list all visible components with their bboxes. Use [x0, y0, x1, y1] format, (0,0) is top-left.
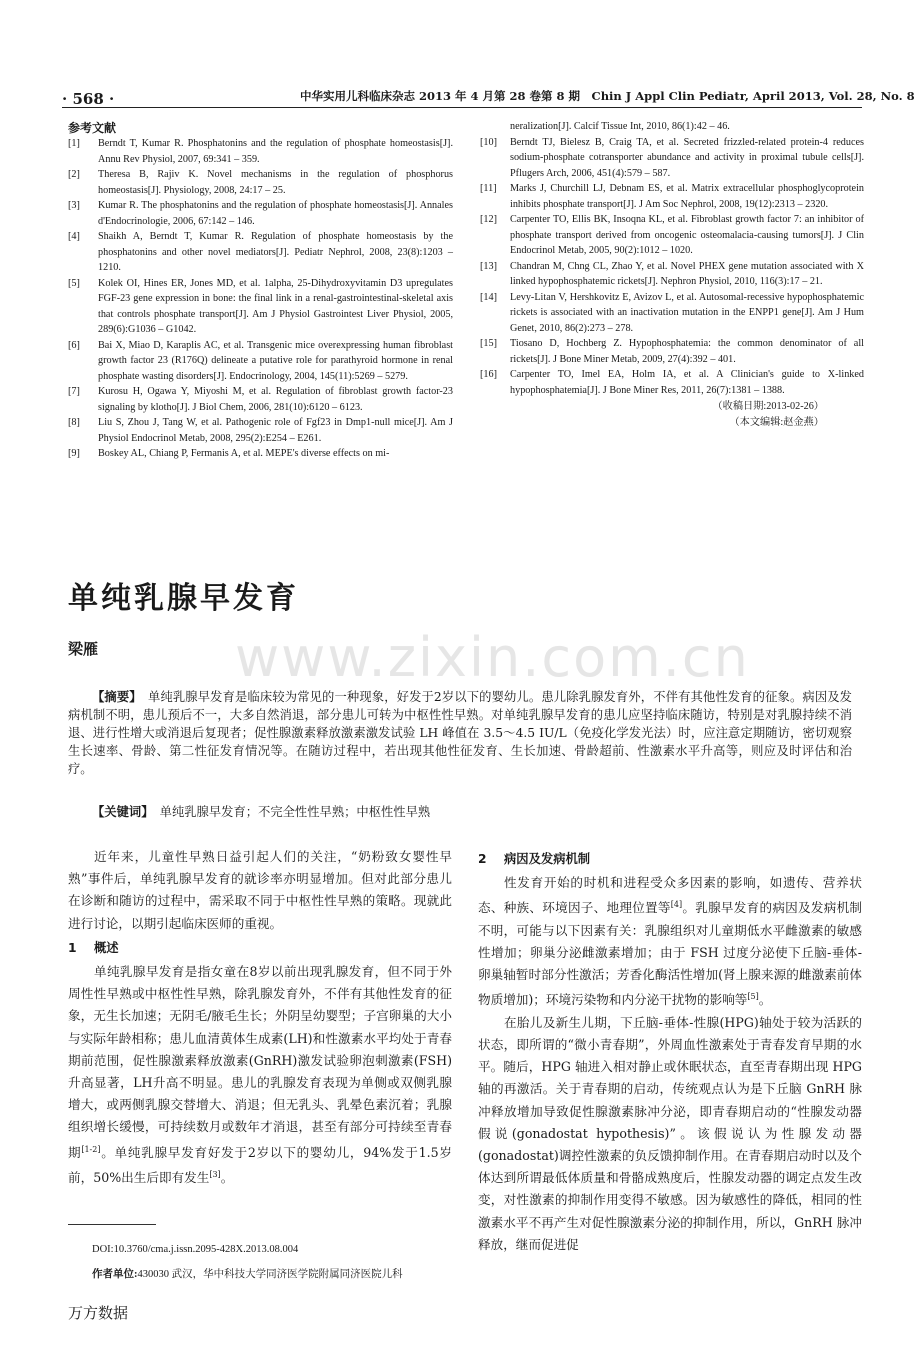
reference-number: [3] — [68, 200, 80, 211]
abstract-text: 单纯乳腺早发育是临床较为常见的一种现象，好发于2岁以下的婴幼儿。患儿除乳腺发育外，不伴有其他性发育的征象。病因及发病机制不明，患儿预后不一，大多自然消退，部分患儿可转为中枢性性早熟。对单纯乳腺早发育的患儿应坚持临床随访，特别是对乳腺持续不消退、进行性增大或消退后复现者；促性腺激素释放激素激发试验 LH 峰值在 3.5～4.5 IU/L（免疫化学发光法）时，应注意定期随访，密切观察生长速率、骨龄、第二性征发育情况等。在随访过程中，若出现其他性征发育、生长加速、骨龄超前、性激素水平升高等，则应及时评估和治疗。 — [68, 690, 852, 776]
reference-number: [4] — [68, 231, 80, 242]
reference-number: [8] — [68, 417, 80, 428]
received-date: （收稿日期:2013-02-26） — [712, 401, 824, 412]
keywords-label: 【关键词】 — [92, 804, 148, 819]
reference-item — [68, 384, 453, 415]
reference-item — [68, 276, 453, 338]
paragraph-text: 。 — [758, 992, 772, 1008]
intro-paragraph: 近年来，儿童性早熟日益引起人们的关注，“奶粉致女婴性早熟”事件后，单纯乳腺早发育的就诊率亦明显增加。但对此部分患儿在诊断和随访的过程中，需采取不同于中枢性性早熟的策略。现就此进行讨论，以期引起临床医师的重视。 — [68, 849, 452, 931]
reference-text: Kolek OI, Hines ER, Jones MD, et al. 1alpha, 25-Dihydroxyvitamin D3 upregulates FGF-23 gene expression in bone: the final link in a renal-gastrointestinal-skeletal axis that controls phosphate transport[J]. Am J Physiol Gastrointest Liver Physiol, 2005, 289(6):G1036 – G1042. — [98, 277, 453, 335]
author-name: 梁雁 — [68, 640, 99, 658]
reference-text: Kurosu H, Ogawa Y, Miyoshi M, et al. Regulation of fibroblast growth factor-23 signaling by klotho[J]. J Biol Chem, 2006, 281(10):6120 – 6123. — [98, 386, 453, 413]
reference-number: [12] — [480, 214, 497, 225]
header-rule — [62, 107, 862, 108]
reference-item — [68, 229, 453, 276]
article-title: 单纯乳腺早发育 — [68, 581, 299, 616]
reference-text: Berndt TJ, Bielesz B, Craig TA, et al. Secreted frizzled-related protein-4 reduces sodium-phosphate cotransporter abundance and activity in proximal tubule cells[J]. Pflugers Arch, 2006, 451(4):579 – 587. — [510, 136, 864, 179]
reference-item — [480, 135, 864, 182]
reference-item — [68, 338, 453, 385]
reference-item — [480, 367, 864, 398]
footnote-rule — [68, 1224, 156, 1225]
section-number: 1 — [68, 940, 77, 955]
reference-item — [68, 446, 453, 462]
page-number: · 568 · — [62, 90, 115, 108]
reference-item — [480, 336, 864, 367]
paragraph-text: 。单纯乳腺早发育好发于2岁以下的婴幼儿，94%发于1.5岁前，50%出生后即有发生 — [68, 1144, 452, 1186]
reference-item — [68, 415, 453, 446]
reference-number: [6] — [68, 339, 80, 351]
reference-text: Bai X, Miao D, Karaplis AC, et al. Transgenic mice overexpressing human fibroblast growth factor 23 (R176Q) delineate a putative role for parathyroid hormone in renal phosphate wasting disorders[J]. Endocrinology, 2004, 145(11):5269 – 5279. — [98, 339, 453, 382]
references-right-column — [480, 119, 864, 430]
keywords — [92, 802, 430, 820]
reference-number: [1] — [68, 138, 80, 149]
citation: [4] — [670, 900, 683, 910]
reference-text: Carpenter TO, Imel EA, Holm IA, et al. A Clinician's guide to X-linked hypophosphatemia[J]. J Bone Miner Res, 2011, 26(7):1381 – 1388. — [510, 369, 864, 396]
reference-number: [14] — [480, 291, 497, 303]
reference-number: [11] — [480, 183, 497, 194]
reference-number: [9] — [68, 448, 80, 459]
section-paragraph — [68, 961, 452, 1189]
section-number: 2 — [478, 852, 487, 866]
affiliation-text: 430030 武汉，华中科技大学同济医学院附属同济医院儿科 — [137, 1269, 403, 1280]
section-heading — [478, 848, 862, 870]
section-title: 病因及发病机制 — [504, 852, 591, 866]
body-right-column — [478, 846, 862, 1256]
reference-item — [68, 136, 453, 167]
abstract-label: 【摘要】 — [92, 689, 136, 704]
reference-text: Liu S, Zhou J, Tang W, et al. Pathogenic role of Fgf23 in Dmp1-null mice[J]. Am J Physiol Endocrinol Metab, 2008, 295(2):E254 – E261. — [98, 417, 453, 444]
publisher-brand: 万方数据 — [68, 1304, 129, 1322]
section-title: 概述 — [94, 940, 119, 955]
reference-text: Carpenter TO, Ellis BK, Insoqna KL, et al. Fibroblast growth factor 7: an inhibitor of phosphate transport derived from oncogenic osteomalacia-causing tumors[J]. J Clin Endocrinol Metab, 2005, 90(2):1012 – 1020. — [510, 214, 864, 256]
reference-text: Tiosano D, Hochberg Z. Hypophosphatemia: the common denominator of all rickets[J]. J Bone Miner Metab, 2009, 27(4):392 – 401. — [510, 338, 864, 365]
paragraph-text: 。乳腺早发育的病因及发病机制不明，可能与以下因素有关：乳腺组织对儿童期低水平雌激素的敏感性增加；卵巢分泌雌激素增加；由于 FSH 过度分泌使下丘脑-垂体-卵巢轴暂时部分性激活；芳香化酶活性增加(肾上腺来源的雌激素前体物质增加)；环境污染物和内分泌干扰物的影响等 — [478, 900, 863, 1008]
reference-item — [68, 198, 453, 229]
paragraph-text: 性发育开始的时机和进程受众多因素的影响，如遗传、营养状态、种族、环境因子、地理位置等 — [478, 875, 862, 916]
watermark: www.zixin.com.cn — [235, 626, 750, 689]
reference-text: Chandran M, Chng CL, Zhao Y, et al. Novel PHEX gene mutation associated with X linked hypophosphatemic rickets[J]. Nephron Physiol, 2010, 116(3):17 – 21. — [510, 260, 864, 287]
references-left-column — [68, 136, 453, 462]
body-left-column — [68, 846, 452, 1189]
reference-number: [16] — [480, 369, 497, 380]
reference-number: [10] — [480, 136, 497, 148]
footnote-affiliation — [92, 1266, 403, 1281]
references-heading: 参考文献 — [68, 121, 117, 135]
citation: [5] — [747, 992, 759, 1002]
running-header: 中华实用儿科临床杂志 2013 年 4 月第 28 卷第 8 期 Chin J Appl Clin Pediatr, April 2013, Vol. 28, No. 8 — [300, 89, 915, 103]
reference-number: [13] — [480, 260, 497, 272]
citation: [1-2] — [81, 1144, 101, 1154]
abstract — [68, 688, 852, 778]
reference-item — [68, 167, 453, 198]
editor-note: （本文编辑:赵金燕） — [729, 416, 824, 428]
paragraph-text: 单纯乳腺早发育是指女童在8岁以前出现乳腺发育，但不同于外周性性早熟或中枢性性早熟，除乳腺发育外，不伴有其他性发育的征象，无生长加速；无阴毛/腋毛生长；外阴呈幼婴型；子宫卵巢的大小与实际年龄相称；患儿血清黄体生成素(LH)和性激素水平均处于青春期前范围，促性腺激素释放激素(GnRH)激发试验卵泡刺激素(FSH)升高显著，LH升高不明显。患儿的乳腺发育表现为单侧或双侧乳腺增大，或两侧乳腺交替增大、消退；但无乳头、乳晕色素沉着；乳腺组织增长缓慢，可持续数月或数年才消退，甚至有部分可持续至青春期 — [68, 964, 452, 1160]
section-paragraph: 在胎儿及新生儿期，下丘脑-垂体-性腺(HPG)轴处于较为活跃的状态，即所谓的“微小青春期”，外周血性激素处于青春发育早期的水平。随后，HPG 轴进入相对静止或休眠状态，直至青春期出现 HPG 轴的再激活。关于青春期的启动，传统观点认为是下丘脑 GnRH 脉冲释放增加导致促性腺激素脉冲分泌，即青春期启动的“性腺发动器假说(gonadostat hypothesis)”。该假说认为性腺发动器(gonadostat)调控性激素的负反馈抑制作用。在青春期启动时以及个体达到所谓最低体质量和骨骼成熟度后，性腺发动器的调定点发生改变，对性激素的抑制作用变得不敏感。因为敏感性的降低，相同的性激素水平不再产生对促性腺激素分泌的抑制作用，所以，GnRH 脉冲释放，继而促进促 — [478, 1014, 862, 1252]
reference-item — [480, 290, 864, 337]
reference-text: Theresa B, Rajiv K. Novel mechanisms in the regulation of phosphorus homeostasis[J]. Physiology, 2008, 24:17 – 25. — [98, 169, 453, 196]
reference-number: [5] — [68, 277, 80, 289]
paragraph-text: 。 — [220, 1170, 234, 1186]
affiliation-label: 作者单位: — [92, 1269, 138, 1280]
reference-text: Boskey AL, Chiang P, Fermanis A, et al. MEPE's diverse effects on mi- — [98, 448, 390, 459]
reference-continuation: neralization[J]. Calcif Tissue Int, 2010, 86(1):42 – 46. — [510, 121, 730, 132]
section-paragraph — [478, 872, 862, 1012]
reference-text: Shaikh A, Berndt T, Kumar R. Regulation of phosphate homeostasis by the phosphatonins and other novel mediators[J]. Pediatr Nephrol, 2008, 23(8):1203 – 1210. — [98, 231, 453, 273]
reference-text: Levy-Litan V, Hershkovitz E, Avizov L, et al. Autosomal-recessive hypophosphatemic rickets is associated with an inactivation mutation in the ENPP1 gene[J]. Am J Hum Genet, 2010, 86(2):273 – 278. — [510, 291, 864, 334]
citation: [3] — [209, 1170, 221, 1180]
reference-item — [480, 212, 864, 259]
reference-number: [2] — [68, 169, 80, 180]
reference-text: Berndt T, Kumar R. Phosphatonins and the regulation of phosphate homeostasis[J]. Annu Rev Physiol, 2007, 69:341 – 359. — [98, 138, 453, 165]
reference-number: [15] — [480, 338, 497, 349]
footnote-doi: DOI:10.3760/cma.j.issn.2095-428X.2013.08.004 — [92, 1244, 299, 1255]
section-heading — [68, 937, 452, 959]
keywords-text: 单纯乳腺早发育；不完全性性早熟；中枢性性早熟 — [159, 805, 431, 819]
reference-number: [7] — [68, 386, 80, 397]
reference-item — [480, 181, 864, 212]
reference-text: Kumar R. The phosphatonins and the regulation of phosphate homeostasis[J]. Annales d'Endocrinologie, 2006, 67:142 – 146. — [98, 200, 453, 227]
reference-text: Marks J, Churchill LJ, Debnam ES, et al. Matrix extracellular phosphoglycoprotein inhibits phosphate transport[J]. J Am Soc Nephrol, 2008, 19(12):2313 – 2320. — [510, 183, 864, 210]
reference-item — [480, 259, 864, 290]
